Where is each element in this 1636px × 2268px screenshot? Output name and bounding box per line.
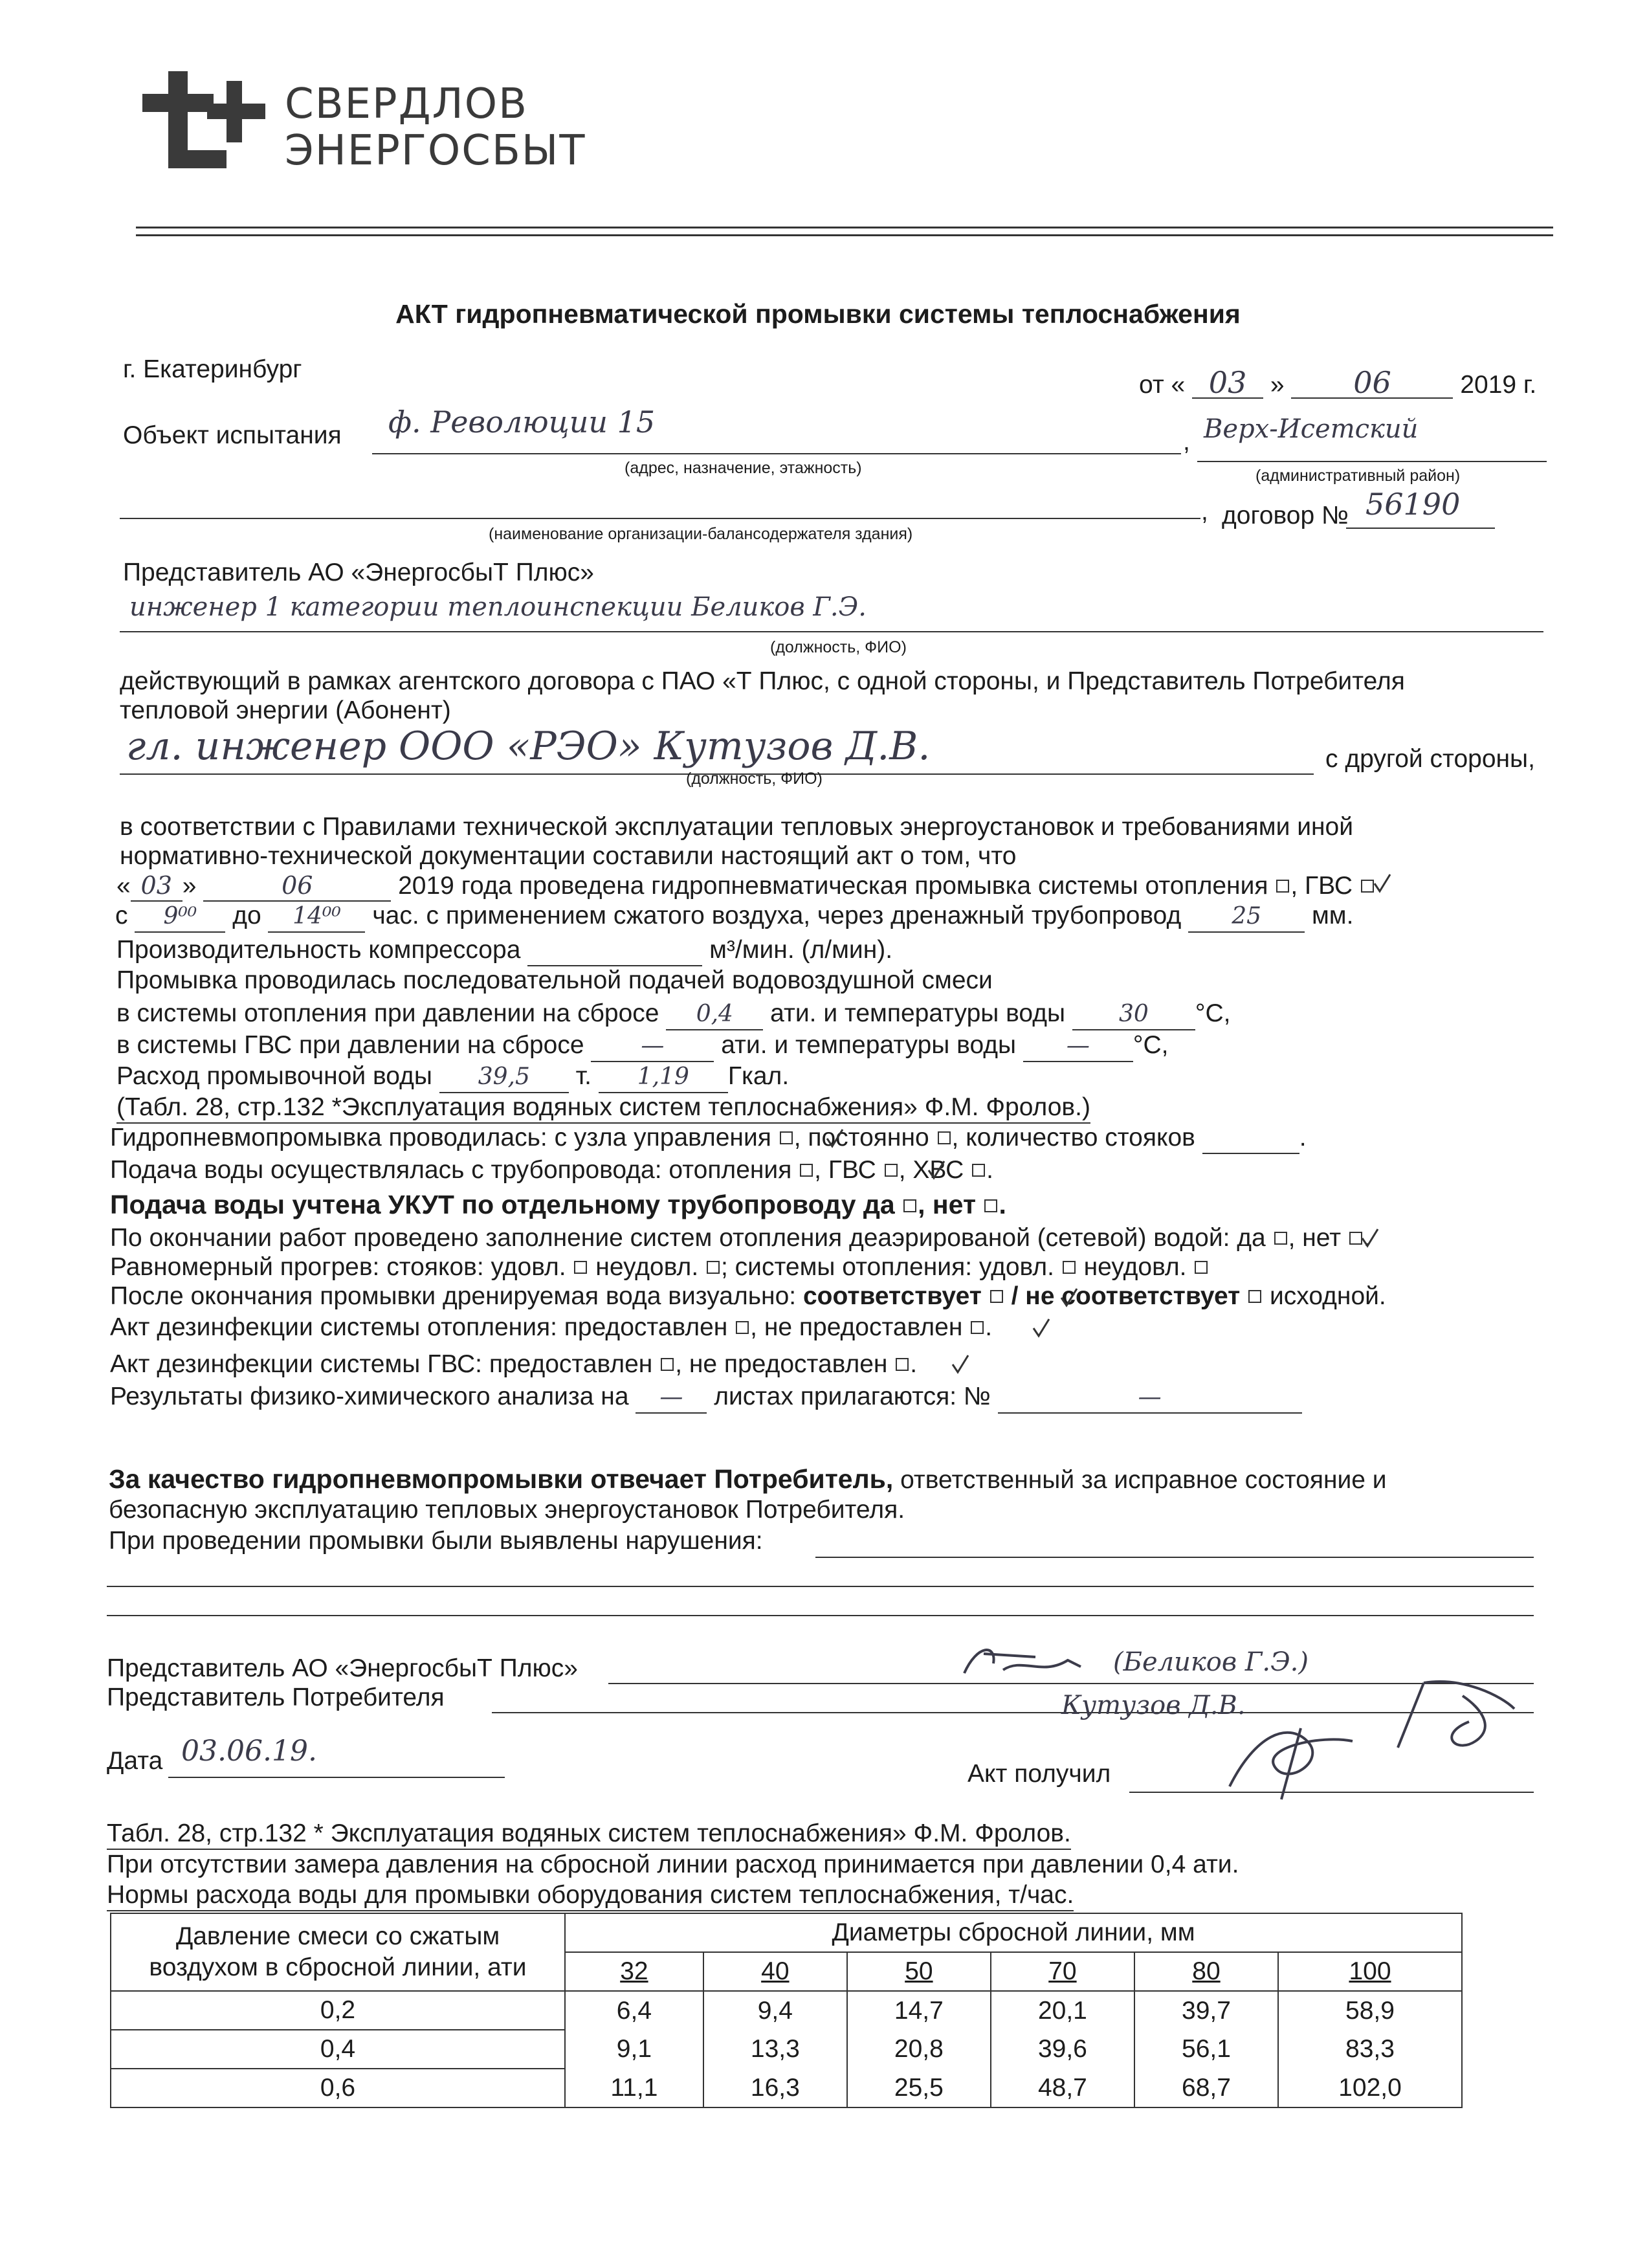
check-mark-icon: [1375, 874, 1390, 891]
date-quote-close: »: [1270, 371, 1285, 399]
contract-line: [1346, 528, 1495, 529]
l12-c: , ХВС: [898, 1156, 964, 1184]
l5-unit: м³/мин. (л/мин).: [709, 936, 893, 964]
body-line-6: Промывка проводилась последовательной подачей водовоздушной смеси: [116, 966, 993, 994]
corner-line-1: Давление смеси со сжатым: [175, 1922, 500, 1950]
consumer-caption: (должность, ФИО): [686, 770, 823, 788]
signature-rep-icon: [958, 1638, 1087, 1689]
footer-source: Табл. 28, стр.132 * Эксплуатация водяных систем теплоснабжения» Ф.М. Фролов.: [107, 1819, 1071, 1850]
body-line-7: [116, 999, 1230, 1030]
header-rule-1: [136, 227, 1553, 228]
body-line-3: [116, 871, 1375, 902]
value-cell: 16,3: [703, 2069, 847, 2107]
l16-nok: не соответствует: [1025, 1282, 1241, 1310]
l16-end: исходной.: [1269, 1282, 1386, 1310]
checkbox-disinf-gvs-yes: [661, 1358, 674, 1371]
district-caption: (административный район): [1255, 467, 1461, 485]
date-from-label: от «: [1139, 371, 1186, 399]
l4-text: час. с применением сжатого воздуха, через дренажный трубопровод: [372, 902, 1182, 929]
l16-label: После окончания промывки дренируемая вода визуально:: [110, 1282, 797, 1310]
body-line-1: в соответствии с Правилами технической эксплуатации тепловых энергоустановок и требованиями иной: [120, 813, 1354, 841]
l13-b: , нет: [918, 1190, 977, 1219]
value-cell: 39,6: [991, 2030, 1134, 2069]
signature-consumer-icon: [1385, 1670, 1527, 1767]
value-cell: 25,5: [847, 2069, 991, 2107]
checkbox-node-checked: [780, 1131, 793, 1144]
table-row: [111, 2030, 1462, 2069]
l15-b: неудовл.: [595, 1253, 699, 1281]
l4-mm: мм.: [1311, 902, 1354, 929]
checkbox-supply-heating-checked: [800, 1164, 813, 1177]
l3-day: 03: [131, 871, 182, 902]
object-value: ф. Революции 15: [388, 405, 656, 439]
document-title: АКТ гидропневматической промывки системы теплоснабжения: [395, 299, 1241, 329]
date-line: [1139, 365, 1537, 400]
checkbox-water-ok-checked: [990, 1290, 1003, 1303]
body-line-5: [116, 935, 892, 966]
header-rule-2: [136, 234, 1553, 236]
sig-consumer-label: Представитель Потребителя: [107, 1684, 445, 1711]
value-cell: 102,0: [1278, 2069, 1462, 2107]
responsibility-line-2: безопасную эксплуатацию тепловых энергоустановок Потребителя.: [109, 1496, 905, 1524]
agency-line-2: тепловой энергии (Абонент): [120, 696, 451, 724]
consumer-value: гл. инженер ООО «РЭО» Кутузов Д.В.: [126, 724, 931, 769]
l4-to-value: 14⁰⁰: [268, 902, 365, 933]
rep-label: Представитель АО «ЭнергосбыТ Плюс»: [123, 559, 594, 586]
l11-label: Гидропневмопромывка проводилась: с узла управления: [110, 1124, 771, 1151]
check-mark-icon: [1034, 1319, 1049, 1336]
checkbox-ukut-yes: [903, 1199, 916, 1212]
diameter-cell: 80: [1134, 1952, 1278, 1991]
l7-pressure: 0,4: [666, 999, 763, 1030]
rep-value: инженер 1 категории теплоинспекции Беликов Г.Э.: [129, 592, 867, 622]
checkbox-disinf-gvs-no-checked: [896, 1358, 909, 1371]
l11-c: , количество стояков: [951, 1124, 1195, 1151]
l16-ok: соответствует: [802, 1282, 982, 1310]
agency-line-1: действующий в рамках агентского договора с ПАО «Т Плюс, с одной стороны, и Представитель Потребителя: [120, 667, 1405, 695]
value-cell: 9,1: [565, 2030, 703, 2069]
l9-volume: 39,5: [439, 1062, 569, 1093]
org-caption: (наименование организации-балансодержателя здания): [489, 525, 913, 543]
l11-blank: [1202, 1123, 1299, 1154]
l19-sheets: —: [636, 1383, 707, 1414]
checkbox-deaerated-no: [1349, 1232, 1362, 1245]
city: г. Екатеринбург: [123, 355, 302, 383]
body-line-12: Подача воды осуществлялась с трубопровода: отопления , ГВС , ХВС .: [110, 1156, 993, 1184]
l17-label: Акт дезинфекции системы отопления: предоставлен: [110, 1313, 728, 1341]
l15-d: неудовл.: [1083, 1253, 1187, 1281]
checkbox-ukut-no: [984, 1199, 997, 1212]
checkbox-system-bad: [1195, 1261, 1208, 1274]
body-line-11: Гидропневмопромывка проводилась: с узла управления , постоянно , количество стояков .: [110, 1123, 1307, 1154]
l8-temp: —: [1023, 1031, 1133, 1062]
l3-month: 06: [203, 871, 391, 902]
l7-label: в системы отопления при давлении на сбросе: [116, 999, 659, 1027]
sig-date-line: [168, 1777, 505, 1778]
body-line-16: [110, 1282, 1386, 1311]
value-cell: 6,4: [565, 1991, 703, 2030]
date-year: 2019 г.: [1460, 371, 1537, 399]
body-line-9: [116, 1062, 789, 1093]
l4-to: до: [232, 902, 261, 929]
diameter-cell: 50: [847, 1952, 991, 1991]
l9-label: Расход промывочной воды: [116, 1062, 432, 1090]
rep-caption: (должность, ФИО): [770, 638, 907, 656]
checkbox-deaerated-yes-checked: [1274, 1232, 1287, 1245]
pressure-cell: 0,2: [111, 1991, 565, 2030]
org-line: [120, 518, 1200, 519]
l8-pressure: —: [591, 1031, 714, 1062]
l7-temp: 30: [1072, 999, 1195, 1030]
l9-unit-t: т.: [575, 1062, 591, 1090]
footer-note: При отсутствии замера давления на сбросной линии расход принимается при давлении 0,4 ати.: [107, 1851, 1239, 1878]
violations-label: При проведении промывки были выявлены нарушения:: [109, 1527, 763, 1555]
body-line-4: [115, 901, 1353, 933]
table-row: [111, 1991, 1462, 2030]
l14-b: , нет: [1288, 1224, 1342, 1252]
sig-consumer-line: [492, 1712, 1534, 1713]
signature-received-icon: [1217, 1715, 1365, 1806]
l13-label: Подача воды учтена УКУТ по отдельному трубопроводу да: [110, 1190, 895, 1219]
date-month: 06: [1291, 368, 1453, 399]
value-cell: 9,4: [703, 1991, 847, 2030]
object-label: Объект испытания: [123, 421, 342, 449]
l8-label: в системы ГВС при давлении на сбросе: [116, 1031, 584, 1059]
corner-line-2: воздухом в сбросной линии, ати: [149, 1953, 527, 1981]
value-cell: 20,1: [991, 1991, 1134, 2030]
body-line-8: [116, 1030, 1169, 1062]
l5-label: Производительность компрессора: [116, 936, 521, 964]
diameter-cell: 40: [703, 1952, 847, 1991]
l9-heat: 1,19: [599, 1062, 728, 1093]
sig-rep-label: Представитель АО «ЭнергосбыТ Плюс»: [107, 1654, 578, 1682]
violations-line-2: [107, 1586, 1534, 1587]
pressure-cell: 0,6: [111, 2069, 565, 2107]
checkbox-gvs: [1361, 880, 1374, 893]
l15-label: Равномерный прогрев: стояков: удовл.: [110, 1253, 566, 1281]
l12-b: , ГВС: [814, 1156, 876, 1184]
checkbox-supply-hvs: [972, 1164, 985, 1177]
checkbox-disinf-heating-yes: [736, 1321, 749, 1334]
diameter-cell: 70: [991, 1952, 1134, 1991]
l19-b: листах прилагаются: №: [714, 1383, 991, 1410]
l3-quote-close: »: [182, 872, 197, 900]
checkbox-system-ok: [1063, 1261, 1076, 1274]
sig-date-label: Дата: [107, 1747, 163, 1775]
responsibility-line-1: [109, 1464, 1387, 1495]
l8-unit: °С,: [1133, 1031, 1169, 1059]
body-line-17: Акт дезинфекции системы отопления: предоставлен , не предоставлен .: [110, 1313, 993, 1341]
body-line-14: По окончании работ проведено заполнение систем отопления деаэрированой (сетевой) водой: да , нет .: [110, 1224, 1371, 1252]
l19-number: —: [998, 1383, 1302, 1414]
body-line-15: [110, 1252, 1209, 1282]
checkbox-constant: [938, 1131, 951, 1144]
logo-line-2: ЭНЕРГОСБЫТ: [285, 127, 586, 175]
l4-dn: 25: [1188, 902, 1305, 933]
l14-label: По окончании работ проведено заполнение систем отопления деаэрированой (сетевой) водой: да: [110, 1224, 1266, 1252]
footer-norms-title: Нормы расхода воды для промывки оборудования систем теплоснабжения, т/час.: [107, 1880, 1074, 1911]
checkbox-risers-ok: [574, 1261, 587, 1274]
table-row: [111, 2069, 1462, 2107]
l3-text: 2019 года проведена гидропневматическая промывка системы отопления: [398, 872, 1268, 900]
value-cell: 68,7: [1134, 2069, 1278, 2107]
sig-rep-name: (Беликов Г.Э.): [1113, 1647, 1309, 1677]
l7-unit: °С,: [1195, 999, 1231, 1027]
body-line-13: Подача воды учтена УКУТ по отдельному трубопроводу да , нет .: [110, 1190, 1006, 1219]
responsibility-rest: ответственный за исправное состояние и: [893, 1466, 1387, 1494]
responsibility-bold: За качество гидропневмопромывки отвечает Потребитель,: [109, 1464, 894, 1494]
checkbox-heating-checked: [1276, 880, 1289, 893]
l17-b: , не предоставлен: [750, 1313, 963, 1341]
l18-b: , не предоставлен: [675, 1350, 888, 1378]
checkbox-water-bad: [1248, 1290, 1261, 1303]
value-cell: 11,1: [565, 2069, 703, 2107]
value-cell: 48,7: [991, 2069, 1134, 2107]
district-value: Верх-Исетский: [1204, 414, 1419, 444]
l18-label: Акт дезинфекции системы ГВС: предоставлен: [110, 1350, 653, 1378]
contract-label: договор №: [1222, 502, 1349, 529]
sig-received-label: Акт получил: [967, 1760, 1111, 1788]
l19-label: Результаты физико-химического анализа на: [110, 1383, 629, 1410]
logo-line-1: СВЕРДЛОВ: [285, 80, 529, 128]
value-cell: 58,9: [1278, 1991, 1462, 2030]
diameter-header: Диаметры сбросной линии, мм: [565, 1913, 1462, 1952]
diameter-cell: 32: [565, 1952, 703, 1991]
l4-from: с: [115, 902, 128, 929]
sig-consumer-name: Кутузов Д.В.: [1061, 1691, 1246, 1720]
l8-mid: ати. и температуры воды: [721, 1031, 1017, 1059]
check-mark-icon: [953, 1355, 968, 1372]
object-comma: ,: [1183, 428, 1190, 456]
body-line-2: нормативно-технической документации составили настоящий акт о том, что: [120, 842, 1017, 870]
l15-c: ; системы отопления: удовл.: [721, 1253, 1054, 1281]
rep-line: [120, 631, 1543, 632]
value-cell: 20,8: [847, 2030, 991, 2069]
value-cell: 13,3: [703, 2030, 847, 2069]
l3-gvs: , ГВС: [1290, 872, 1353, 900]
table-header-row: [111, 1913, 1462, 1952]
checkbox-risers-bad: [707, 1261, 720, 1274]
diameter-cell: 100: [1278, 1952, 1462, 1991]
violations-line-1: [815, 1557, 1534, 1558]
body-line-19: [110, 1382, 1302, 1414]
l4-from-value: 9⁰⁰: [135, 902, 225, 933]
pressure-cell: 0,4: [111, 2030, 565, 2069]
violations-line-3: [107, 1615, 1534, 1616]
date-day: 03: [1192, 368, 1263, 399]
other-side: с другой стороны,: [1325, 745, 1535, 773]
l3-quote-open: «: [116, 872, 131, 900]
contract-number: 56190: [1365, 487, 1461, 522]
corner-header: [111, 1913, 565, 1991]
value-cell: 56,1: [1134, 2030, 1278, 2069]
l12-label: Подача воды осуществлялась с трубопровода: отопления: [110, 1156, 792, 1184]
checkbox-disinf-heating-no-checked: [971, 1321, 984, 1334]
norms-table: [110, 1913, 1463, 2108]
l11-b: , постоянно: [793, 1124, 929, 1151]
body-line-18: Акт дезинфекции системы ГВС: предоставлен , не предоставлен .: [110, 1350, 918, 1378]
object-caption: (адрес, назначение, этажность): [625, 459, 862, 477]
l16-slash: /: [1011, 1282, 1019, 1310]
value-cell: 39,7: [1134, 1991, 1278, 2030]
l7-mid: ати. и температуры воды: [770, 999, 1066, 1027]
checkbox-supply-gvs: [885, 1164, 898, 1177]
logo-mark-icon: [142, 71, 272, 175]
object-line: [372, 453, 1181, 454]
value-cell: 14,7: [847, 1991, 991, 2030]
l5-blank: [527, 935, 702, 966]
value-cell: 83,3: [1278, 2030, 1462, 2069]
l9-unit-gcal: Гкал.: [727, 1062, 790, 1090]
district-line: [1197, 461, 1547, 462]
body-line-10: (Табл. 28, стр.132 *Эксплуатация водяных систем теплоснабжения» Ф.М. Фролов.): [116, 1093, 1090, 1124]
org-comma: ,: [1201, 498, 1208, 526]
sig-date-value: 03.06.19.: [181, 1735, 317, 1768]
